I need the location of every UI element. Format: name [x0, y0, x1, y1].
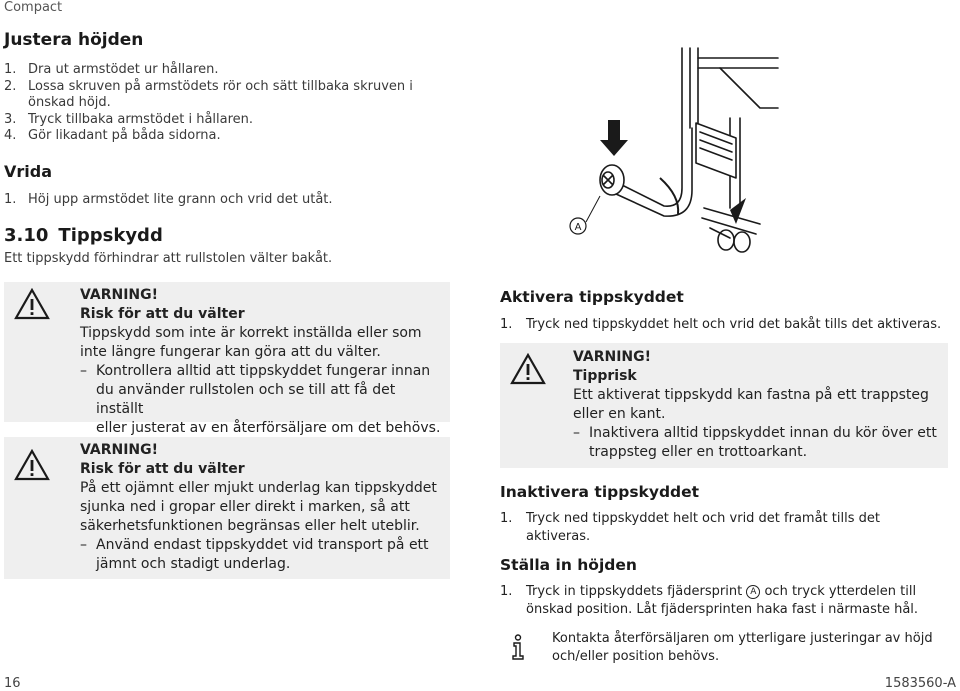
figure-label-a: A — [574, 222, 582, 233]
list-item: 4. Gör likadant på båda sidorna. — [4, 128, 221, 143]
warning-text: inte längre fungerar kan göra att du välter. — [80, 344, 381, 360]
list-item: 1. Tryck in tippskyddets fjädersprint A och tryck ytterdelen till önskad position. Låt fjädersprinten haka fast i närmaste hål. — [500, 584, 919, 617]
info-icon — [510, 634, 526, 660]
warning-label: VARNING! — [573, 349, 652, 365]
warning-icon — [14, 288, 50, 320]
section-intro: Ett tippskydd förhindrar att rullstolen välter bakåt. — [4, 251, 333, 266]
set-height-steps — [500, 583, 918, 619]
warning-title: Risk för att du välter — [80, 306, 245, 322]
list-item: 1. Dra ut armstödet ur hållaren. — [4, 62, 219, 77]
rotate-steps — [4, 192, 333, 209]
section-heading: 3.10 Tippskydd — [4, 225, 163, 246]
list-item: 1. Höj upp armstödet lite grann och vrid det utåt. — [4, 192, 333, 207]
page-number: 16 — [4, 676, 21, 691]
warning-text: säkerhetsfunktionen begränsas eller helt uteblir. — [80, 518, 420, 534]
warning-icon — [14, 449, 50, 481]
warning-label: VARNING! — [80, 287, 159, 303]
warning-box-2 — [4, 437, 450, 579]
list-item: 1. Tryck ned tippskyddet helt och vrid det framåt tills det aktiveras. — [500, 511, 880, 544]
adjust-height-steps — [4, 62, 413, 145]
warning-icon — [510, 353, 546, 385]
warning-text: sjunka ned i gropar eller direkt i marken, så att — [80, 499, 410, 515]
warning-instruction: – Inaktivera alltid tippskyddet innan du kör över ett trappsteg eller en trottoarkant. — [573, 425, 937, 460]
warning-title: Risk för att du välter — [80, 461, 245, 477]
warning-box-1 — [4, 282, 450, 436]
warning-text: Tippskydd som inte är korrekt inställda eller som — [80, 325, 422, 341]
heading-rotate: Vrida — [4, 162, 53, 181]
activate-steps — [500, 316, 941, 334]
heading-adjust-height: Justera höjden — [4, 30, 144, 50]
list-item: 2. Lossa skruven på armstödets rör och sätt tillbaka skruven i — [4, 78, 413, 94]
warning-instruction: – Kontrollera alltid att tippskyddet fungerar innan du använder rullstolen och se till att få det inställt eller justerat av en återförsäljare om det behövs. — [80, 363, 441, 436]
warning-label: VARNING! — [80, 442, 159, 458]
warning-title: Tipprisk — [573, 368, 637, 384]
running-header: Compact — [4, 0, 63, 15]
warning-text: Ett aktiverat tippskydd kan fastna på ett trappsteg — [573, 387, 929, 403]
anti-tipper-illustration — [560, 28, 780, 278]
heading-activate: Aktivera tippskyddet — [500, 288, 684, 306]
list-item: 3. Tryck tillbaka armstödet i hållaren. — [4, 111, 254, 127]
heading-set-height: Ställa in höjden — [500, 556, 637, 574]
note-text: Kontakta återförsäljaren om ytterligare justeringar av höjd och/eller position behövs. — [552, 631, 933, 664]
heading-deactivate: Inaktivera tippskyddet — [500, 483, 700, 501]
warning-text: På ett ojämnt eller mjukt underlag kan tippskyddet — [80, 480, 437, 496]
warning-instruction: – Använd endast tippskyddet vid transport på ett jämnt och stadigt underlag. — [80, 537, 429, 572]
callout-a: A — [746, 585, 760, 599]
warning-text: eller en kant. — [573, 406, 666, 422]
warning-box-3 — [500, 343, 948, 468]
document-number: 1583560-A — [884, 676, 956, 691]
list-item: önskad höjd. — [28, 95, 111, 110]
deactivate-steps — [500, 510, 880, 546]
list-item: 1. Tryck ned tippskyddet helt och vrid det bakåt tills det aktiveras. — [500, 317, 942, 332]
